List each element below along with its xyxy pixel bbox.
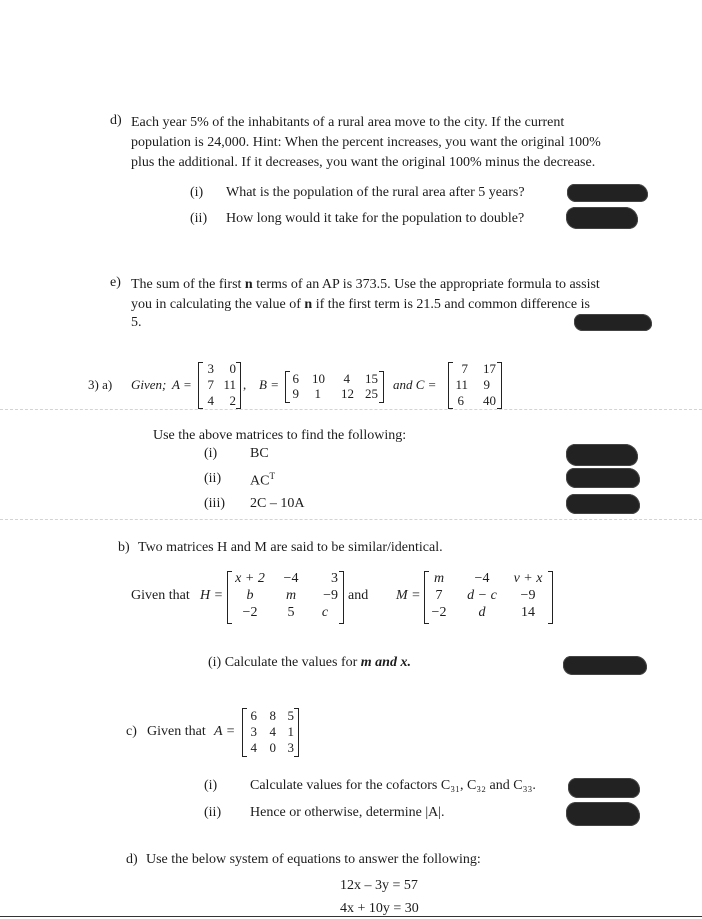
question-3b-intro: Two matrices H and M are said to be similar/identical. <box>138 540 443 555</box>
subitem-number: (ii) <box>204 805 222 820</box>
question-3d-intro: Use the below system of equations to answer the following: <box>146 852 481 867</box>
question-d-line-2: population is 24,000. Hint: When the percent increases, you want the original 100% <box>131 135 601 150</box>
matrix-b-cell: 6 <box>292 371 299 386</box>
question-e-label: e) <box>110 275 121 290</box>
question-d-line-3: plus the additional. If it decreases, you want the original 100% minus the decrease. <box>131 155 596 170</box>
redaction-mark <box>566 444 638 466</box>
matrix-a-cell: 0 <box>269 740 276 755</box>
question-d-line-1: Each year 5% of the inhabitants of a rural area move to the city. If the current <box>131 115 565 130</box>
question-3b-label: b) <box>118 540 130 555</box>
matrix-bracket <box>198 362 203 409</box>
page-bottom-rule <box>0 916 702 917</box>
matrix-a-cell: 6 <box>250 708 257 723</box>
question-3b-task: (i) Calculate the values for m and x. <box>208 655 411 670</box>
equation-2: 4x + 10y = 30 <box>340 901 419 916</box>
matrix-a-cell: 1 <box>287 724 294 739</box>
matrix-a-cell: 4 <box>250 740 257 755</box>
given-label: Given; <box>131 377 167 392</box>
matrix-h-cell: x + 2 <box>235 571 265 586</box>
matrix-a-cell: 3 <box>250 724 257 739</box>
matrix-b-name: B = <box>259 377 279 392</box>
matrix-h-cell: 5 <box>287 605 295 620</box>
matrix-c-name: and C = <box>393 377 437 392</box>
matrix-c-cell: 6 <box>457 393 464 408</box>
question-3a-instruction: Use the above matrices to find the following: <box>153 428 407 443</box>
matrix-m-cell: 14 <box>521 605 535 620</box>
matrix-c-cell: 17 <box>483 361 496 376</box>
subitem-number: (iii) <box>204 496 225 511</box>
equation-1: 12x – 3y = 57 <box>340 878 418 893</box>
matrix-m-cell: −4 <box>474 571 490 586</box>
matrix-a-cell: 4 <box>269 724 276 739</box>
matrix-h-cell: 3 <box>331 571 338 586</box>
subitem-text: $AC^T$ <box>250 471 275 489</box>
matrix-c-cell: 9 <box>483 377 490 392</box>
matrix-c-cell: 40 <box>483 393 496 408</box>
and-label: and <box>348 588 369 603</box>
given-label: Given that <box>131 588 190 603</box>
matrix-h-cell: m <box>285 588 297 603</box>
page-divider <box>0 519 702 520</box>
subitem-text: How long would it take for the population to double? <box>226 211 525 226</box>
question-e-line-2: you in calculating the value of n if the first term is 21.5 and common difference is <box>131 297 590 312</box>
matrix-m-name: M = <box>396 588 421 603</box>
matrix-b-cell: 10 <box>312 371 325 386</box>
subitem-text: Calculate values for the cofactors C₃₁, C₃₂ and C₃₃. <box>250 778 536 793</box>
given-label: Given that <box>147 724 206 739</box>
question-3a-label: 3) a) <box>88 377 113 392</box>
matrix-a-cell: 8 <box>269 708 276 723</box>
redaction-mark <box>568 778 640 798</box>
redaction-mark <box>566 802 640 826</box>
redaction-mark <box>566 468 640 488</box>
matrix-a-cell: 3 <box>287 740 294 755</box>
subitem-number: (i) <box>204 778 218 793</box>
question-3c-label: c) <box>126 724 137 739</box>
redaction-mark <box>574 314 652 331</box>
matrix-a-cell: 3 <box>207 361 214 376</box>
matrix-bracket <box>379 371 384 403</box>
matrix-b-cell: 25 <box>365 386 378 401</box>
matrix-m-cell: −9 <box>520 588 536 603</box>
matrix-m-cell: −2 <box>431 605 447 620</box>
matrix-m-cell: v + x <box>513 571 543 586</box>
question-d-label: d) <box>110 113 122 128</box>
matrix-bracket <box>339 571 344 624</box>
matrix-h-cell: −9 <box>323 588 338 603</box>
page-divider <box>0 409 702 410</box>
matrix-h-cell: c <box>321 605 329 620</box>
matrix-h-cell: −4 <box>283 571 299 586</box>
subitem-number: (i) <box>190 185 204 200</box>
matrix-b-cell: 9 <box>292 386 299 401</box>
question-e-line-1: The sum of the first n terms of an AP is 373.5. Use the appropriate formula to assist <box>131 277 600 292</box>
matrix-a-name: A = <box>214 724 236 739</box>
matrix-bracket <box>497 362 502 409</box>
matrix-a-cell: 4 <box>207 393 214 408</box>
matrix-m-cell: 7 <box>435 588 443 603</box>
subitem-number: (ii) <box>204 471 222 486</box>
matrix-bracket <box>548 571 553 624</box>
subitem-text: Hence or otherwise, determine |A|. <box>250 805 445 820</box>
matrix-bracket <box>236 362 241 409</box>
matrix-m-cell: d − c <box>467 588 497 603</box>
question-3d-label: d) <box>126 852 138 867</box>
matrix-h-name: H = <box>200 588 224 603</box>
redaction-mark <box>567 184 648 202</box>
question-e-line-3: 5. <box>131 315 142 330</box>
matrix-bracket <box>294 708 299 757</box>
matrix-a-cell: 7 <box>207 377 214 392</box>
matrix-h-cell: −2 <box>242 605 258 620</box>
matrix-a-name: A = <box>172 377 192 392</box>
matrix-h-cell: b <box>246 588 254 603</box>
matrix-b-cell: 4 <box>343 371 350 386</box>
subitem-text: 2C – 10A <box>250 496 305 511</box>
subitem-number: (ii) <box>190 211 208 226</box>
matrix-b-cell: 15 <box>365 371 378 386</box>
matrix-m-cell: m <box>433 571 445 586</box>
subitem-text: BC <box>250 446 269 461</box>
matrix-c-cell: 7 <box>461 361 468 376</box>
matrix-a-cell: 0 <box>229 361 236 376</box>
subitem-number: (i) <box>204 446 218 461</box>
separator-comma: , <box>243 377 247 392</box>
matrix-b-cell: 1 <box>314 386 321 401</box>
matrix-c-cell: 11 <box>455 377 468 392</box>
matrix-b-cell: 12 <box>341 386 354 401</box>
matrix-m-cell: d <box>478 605 486 620</box>
matrix-a-cell: 11 <box>223 377 236 392</box>
redaction-mark <box>566 207 638 229</box>
matrix-a-cell: 2 <box>229 393 236 408</box>
redaction-mark <box>566 494 640 514</box>
matrix-a-cell: 5 <box>287 708 294 723</box>
redaction-mark <box>563 656 647 675</box>
subitem-text: What is the population of the rural area after 5 years? <box>226 185 525 200</box>
